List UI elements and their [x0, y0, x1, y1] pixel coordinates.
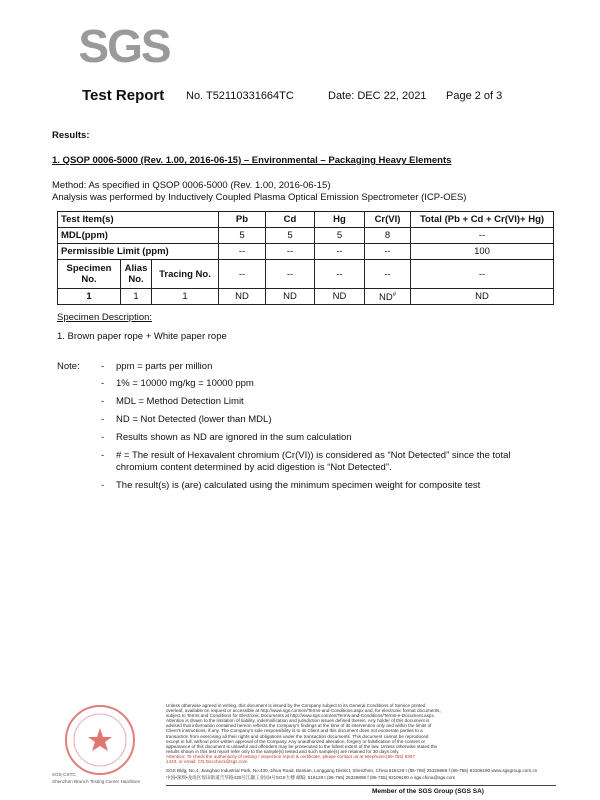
- mdl-label: MDL(ppm): [58, 228, 219, 244]
- table-header-row: [58, 212, 554, 228]
- method-line: Method: As specified in QSOP 0006-5000 (Rev. 1.00, 2016-06-15): [52, 180, 331, 191]
- note-bullet: -: [101, 361, 105, 372]
- table-cell: [365, 289, 411, 305]
- table-cell: --: [266, 244, 315, 260]
- disclaimer-line: advised that information contained hereon reflects the Company's findings at the time of its intervention only and within the limits of: [166, 723, 432, 729]
- note-item-continued: chromium content determined by acid digestion is “Not Detected”.: [116, 462, 392, 473]
- page-number: Page 2 of 3: [446, 90, 503, 102]
- note-item: # = The result of Hexavalent chromium (Cr(VI)) is considered as “Not Detected” since the total: [116, 450, 511, 461]
- disclaimer-line: Unless otherwise agreed in writing, this document is issued by the Company subject to its General Conditions of Service printed: [166, 703, 426, 708]
- table-cell: --: [315, 260, 365, 289]
- test-item-header: Test Item(s): [58, 212, 219, 228]
- table-cell: --: [365, 244, 411, 260]
- disclaimer-line: except in full, without prior written approval of the Company. Any unauthorized alteration, forgery or falsification of the content or: [166, 738, 426, 744]
- note-bullet: -: [101, 450, 105, 461]
- disclaimer-line: subject to Terms and Conditions for Electronic Documents at http://www.sgs.com/en/Terms-and-Conditions/Terms-e-Document.aspx.: [166, 713, 436, 719]
- disclaimer-line: results shown in this test report refer only to the sample(s) tested and such sample(s) are retained for 30 days only.: [166, 748, 400, 754]
- note-item: The result(s) is (are) calculated using the minimum specimen weight for composite test: [116, 480, 481, 491]
- specimen-value: 1: [58, 289, 121, 305]
- note-bullet: -: [101, 480, 105, 491]
- table-cell: ND: [315, 289, 365, 305]
- results-table: [57, 211, 554, 305]
- table-cell: ND: [266, 289, 315, 305]
- limit-label: Permissible Limit (ppm): [58, 244, 219, 260]
- member-text: Member of the SGS Group (SGS SA): [372, 788, 484, 795]
- note-label: Note:: [57, 361, 80, 372]
- cd-header: Cd: [266, 212, 315, 228]
- footer-disclaimer: [166, 703, 556, 764]
- footer-address-en: SGS Bldg, No.4, Jianghao Industrial Park, No.430, Jihua Road, Bantian, Longgang District, Shenzhen, China 518129 t (86-755) 25328888 f (86-755) 83106190 www.sgsgroup.com.cn: [166, 768, 538, 773]
- disclaimer-line: transaction from exercising all their rights and obligations under the transaction documents. This document cannot be reproduced: [166, 733, 429, 739]
- footer-address-cn: 中国•深圳•龙岗区坂田街道吉华路430号江灝工业园4号SGS大楼 邮编: 518129 t (86-755) 25328888 f (86-755) 83106190 e sgs.china@sgs.com: [166, 775, 456, 780]
- specimen-description-item: 1. Brown paper rope + White paper rope: [57, 331, 227, 342]
- note-item: ND = Not Detected (lower than MDL): [116, 414, 272, 425]
- crvi-footnote-mark: #: [392, 291, 397, 298]
- note-item: ppm = parts per million: [116, 361, 213, 372]
- pb-header: Pb: [219, 212, 266, 228]
- note-bullet: -: [101, 396, 105, 407]
- alias-no-header: Alias No.: [121, 260, 152, 289]
- table-cell: 8: [365, 228, 411, 244]
- sgs-logo: [78, 18, 170, 78]
- table-cell: --: [365, 260, 411, 289]
- disclaimer-line: overleaf, available on request or accessible at http://www.sgs.com/en/Terms-and-Conditions.aspx and, for electronic format documents,: [166, 708, 441, 714]
- specimen-no-header: Specimen No.: [58, 260, 121, 289]
- disclaimer-line: Client's instructions, if any. The Company's sole responsibility is to its Client and this document does not exonerate parties to a: [166, 728, 423, 734]
- table-cell: --: [411, 228, 554, 244]
- disclaimer-line: 1443, or email: CN.Doccheck@sgs.com: [166, 759, 248, 765]
- disclaimer-line: Attention is drawn to the limitation of liability, indemnification and jurisdiction issues defined therein. Any holder of this document is: [166, 718, 430, 724]
- note-item: 1% = 10000 mg/kg = 10000 ppm: [116, 378, 254, 389]
- analysis-line: Analysis was performed by Inductively Coupled Plasma Optical Emission Spectrometer (ICP-OES): [52, 192, 467, 203]
- report-number: No. T52110331664TC: [186, 90, 294, 102]
- seal-text-2: Shenzhen Branch Testing Center Hardlines: [52, 779, 141, 784]
- note-bullet: -: [101, 378, 105, 389]
- disclaimer-line: appearance of this document is unlawful and offenders may be prosecuted to the fullest extent of the law. Unless otherwise stated the: [166, 743, 438, 749]
- table-cell: --: [411, 260, 554, 289]
- note-bullet: -: [101, 414, 105, 425]
- crvi-header: Cr(VI): [365, 212, 411, 228]
- table-row: [58, 289, 554, 305]
- results-label: Results:: [52, 130, 90, 141]
- table-row: [58, 244, 554, 260]
- total-header: Total (Pb + Cd + Cr(VI)+ Hg): [411, 212, 554, 228]
- table-cell: ND: [219, 289, 266, 305]
- table-cell: --: [219, 260, 266, 289]
- hg-header: Hg: [315, 212, 365, 228]
- table-cell: --: [219, 244, 266, 260]
- table-row: [58, 260, 554, 289]
- tracing-no-header: Tracing No.: [152, 260, 219, 289]
- footer-divider: [166, 785, 556, 786]
- note-item: Results shown as ND are ignored in the sum calculation: [116, 432, 352, 443]
- table-row: [58, 228, 554, 244]
- note-bullet: -: [101, 432, 105, 443]
- table-cell: 5: [219, 228, 266, 244]
- crvi-value: ND: [378, 292, 393, 304]
- logo-text: SGS: [78, 20, 170, 72]
- section-title: 1. QSOP 0006-5000 (Rev. 1.00, 2016-06-15) – Environmental – Packaging Heavy Elements: [52, 155, 452, 166]
- tracing-value: 1: [152, 289, 219, 305]
- table-cell: --: [266, 260, 315, 289]
- specimen-description-title: Specimen Description:: [57, 312, 153, 323]
- table-cell: 100: [411, 244, 554, 260]
- note-item: MDL = Method Detection Limit: [116, 396, 244, 407]
- report-title: Test Report: [82, 87, 165, 104]
- report-date: Date: DEC 22, 2021: [328, 90, 427, 102]
- table-cell: 5: [315, 228, 365, 244]
- table-cell: --: [315, 244, 365, 260]
- table-cell: 5: [266, 228, 315, 244]
- disclaimer-line: Attention: To check the authenticity of testing / inspection report & certificate, please contact us at telephone:(86-755) 8307: [166, 753, 415, 759]
- seal-text-1: SGS-CSTC: [52, 772, 76, 777]
- alias-value: 1: [121, 289, 152, 305]
- table-cell: ND: [411, 289, 554, 305]
